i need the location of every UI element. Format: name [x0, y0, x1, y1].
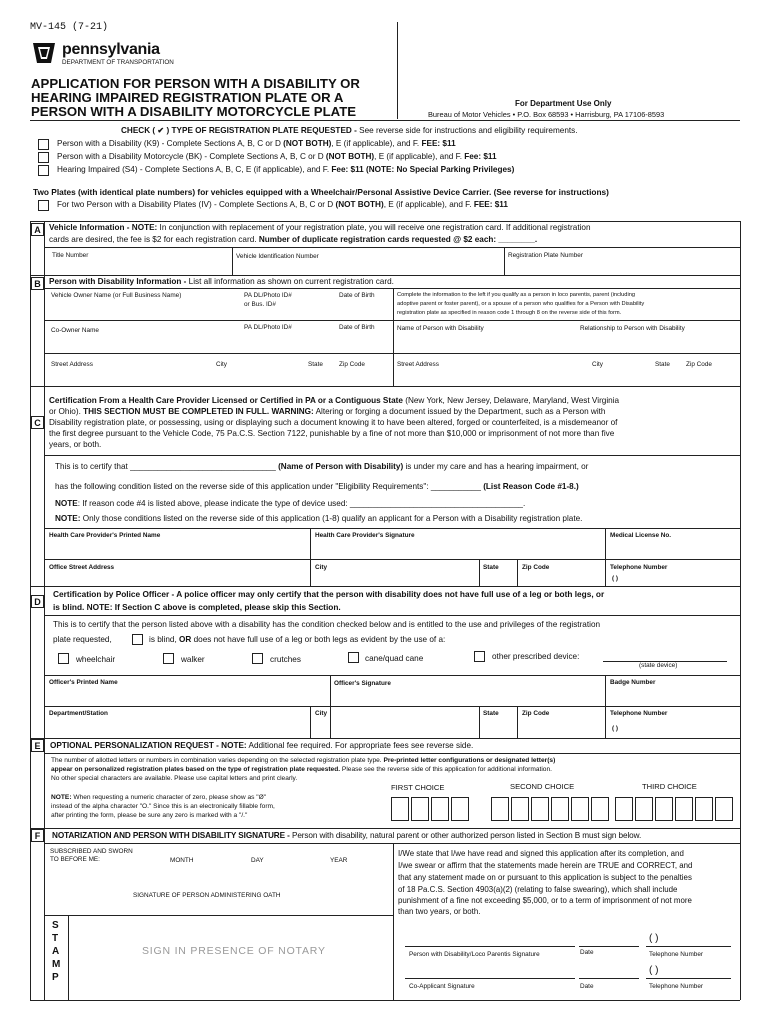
zip2-label: Zip Code	[686, 361, 712, 368]
hcp-name-label: Health Care Provider's Printed Name	[49, 532, 161, 539]
city2-label: City	[592, 361, 604, 368]
badge-input[interactable]	[609, 690, 737, 704]
title-number-label: Title Number	[52, 252, 89, 259]
form-number: MV-145 (7-21)	[30, 22, 109, 33]
checkbox-other-device[interactable]	[474, 651, 485, 662]
section-e-heading: OPTIONAL PERSONALIZATION REQUEST - NOTE: Additional fee required. For appropriate fees see reverse side.	[50, 741, 474, 750]
section-f-letter: F	[31, 829, 44, 842]
owner-name-label: Vehicle Owner Name (or Full Business Name)	[51, 292, 182, 299]
first-choice-char-box[interactable]	[391, 797, 409, 821]
office-street-label: Office Street Address	[49, 564, 115, 571]
logo-text: pennsylvania	[62, 41, 160, 58]
section-c-line3: Disability registration plate, or possessing, using or displaying such a document knowing it to have been altered, forged or counterfeited, is a misdemeanor of	[49, 418, 618, 427]
title-line-3: PERSON WITH A DISABILITY MOTORCYCLE PLATE	[31, 104, 357, 119]
phone1-label: Telephone Number	[649, 951, 703, 958]
checkbox-bk[interactable]	[38, 152, 49, 163]
section-c-line4: the first degree pursuant to the Vehicle Code, 75 Pa.C.S. Section 7122, punishable by a fine of not more than $10,000 or imprisonment of not more than five	[49, 429, 615, 438]
pwd-signature-label: Person with Disability/Loco Parentis Signature	[409, 951, 540, 958]
state-label: State	[308, 361, 323, 368]
sig-admin-label: SIGNATURE OF PERSON ADMINISTERING OATH	[133, 892, 281, 899]
stamp-letter: M	[52, 959, 61, 970]
owner-address-input[interactable]	[48, 370, 388, 384]
date1-label: Date	[580, 949, 594, 956]
vin-label: Vehicle Identification Number	[236, 253, 319, 260]
other-device-input[interactable]	[603, 650, 727, 661]
stamp-letter: P	[52, 972, 59, 983]
section-c-line1: Certification From a Health Care Provider Licensed or Certified in PA or a Contiguous State (New York, New Jersey, Delaware, Maryland, West Virginia	[49, 396, 620, 405]
second-choice-char-box[interactable]	[531, 797, 549, 821]
section-a-line1: Vehicle Information - NOTE: In conjunction with replacement of your registration plate, you will receive one registration card. If additional registration	[49, 223, 591, 232]
street2-label: Street Address	[397, 361, 439, 368]
second-choice-char-box[interactable]	[551, 797, 569, 821]
officer-phone-paren[interactable]: ( )	[612, 725, 619, 732]
section-c-note2: NOTE: Only those conditions listed on the reverse side of this application (1-8) qualify an applicant for a Person with a Disability registration plate.	[55, 514, 583, 523]
keystone-logo-icon	[31, 41, 57, 65]
hcp-signature-input[interactable]	[314, 543, 601, 557]
checkbox-crutches[interactable]	[252, 653, 263, 664]
bus-id-label: or Bus. ID#	[244, 301, 276, 308]
first-choice-char-box[interactable]	[411, 797, 429, 821]
department-station-label: Department/Station	[49, 710, 108, 717]
section-a-letter: A	[31, 223, 44, 236]
office-phone-label: Telephone Number	[610, 564, 668, 571]
dl-label: PA DL/Photo ID#	[244, 292, 292, 299]
department-use-label: For Department Use Only	[515, 99, 612, 108]
dob-label: Date of Birth	[339, 292, 375, 299]
coowner-name-input[interactable]	[48, 337, 238, 351]
coapplicant-signature-label: Co-Applicant Signature	[409, 983, 475, 990]
section-e-note1: NOTE: When requesting a numeric character of zero, please show as "Ø"	[51, 794, 267, 801]
section-e-note3: after printing the form, please be sure any zero is marked with a "/."	[51, 812, 248, 819]
license-label: Medical License No.	[610, 532, 672, 539]
section-f-heading: NOTARIZATION AND PERSON WITH DISABILITY SIGNATURE - Person with disability, natural parent or other authorized person listed in Section B must sign below.	[52, 831, 642, 840]
badge-label: Badge Number	[610, 679, 656, 686]
section-d-line1: Certification by Police Officer - A police officer may only certify that the person with disability does not have full use of a leg or both legs, or	[53, 589, 605, 599]
hcp-name-input[interactable]	[48, 543, 306, 557]
other-device-label: other prescribed device:	[492, 652, 580, 661]
section-c-letter: C	[31, 416, 44, 429]
month-label: MONTH	[170, 857, 194, 864]
section-b-heading: Person with Disability Information - List all information as shown on current registration card.	[49, 277, 394, 286]
section-e-p3: No other special characters are available. Please use capital letters and print clearly.	[51, 775, 298, 782]
year-label: YEAR	[330, 857, 348, 864]
third-choice-char-box[interactable]	[715, 797, 733, 821]
cane-label: cane/quad cane	[365, 654, 424, 663]
second-choice-char-box[interactable]	[491, 797, 509, 821]
office-zip-label: Zip Code	[522, 564, 550, 571]
section-c-line5: years, or both.	[49, 440, 102, 449]
officer-name-label: Officer's Printed Name	[49, 679, 118, 686]
officer-state-label: State	[483, 710, 499, 717]
section-e-p2: appear on personalized registration plates based on the type of registration plate requested. Please see the reverse side of this application for additional information.	[51, 766, 552, 773]
bureau-address: Bureau of Motor Vehicles • P.O. Box 68593 • Harrisburg, PA 17106-8593	[428, 110, 665, 119]
first-choice-label: FIRST CHOICE	[391, 783, 445, 792]
coowner-label: Co-Owner Name	[51, 327, 99, 334]
street-label: Street Address	[51, 361, 93, 368]
office-phone-paren[interactable]: ( )	[612, 575, 619, 582]
title-line-2: HEARING IMPAIRED REGISTRATION PLATE OR A	[31, 90, 344, 105]
date2-label: Date	[580, 983, 594, 990]
stamp-letter: T	[52, 933, 59, 944]
officer-city-label: City	[315, 710, 328, 717]
title-number-input[interactable]	[48, 262, 228, 273]
first-choice-char-box[interactable]	[431, 797, 449, 821]
officer-name-input[interactable]	[48, 690, 326, 704]
wheelchair-label: wheelchair	[76, 655, 116, 664]
checkbox-cane[interactable]	[348, 652, 359, 663]
subscribed-label: SUBSCRIBED AND SWORN	[50, 848, 133, 855]
option-bk: Person with a Disability Motorcycle (BK) - Complete Sections A, B, C or D (NOT BOTH), E (if applicable), and F. Fee: $11	[57, 152, 497, 161]
section-d-letter: D	[31, 595, 44, 608]
date2-input[interactable]	[579, 962, 639, 977]
coowner-dl-label: PA DL/Photo ID#	[244, 324, 292, 331]
third-choice-char-box[interactable]	[695, 797, 713, 821]
section-d-line2: is blind. NOTE: If Section C above is completed, please skip this Section.	[53, 602, 341, 612]
section-d-cert1: This is to certify that the person listed above with a disability has the condition checked below and is entitled to the use and privileges of the registration	[53, 620, 601, 629]
section-d-cert2: plate requested,	[53, 635, 112, 644]
office-city-label: City	[315, 564, 328, 571]
section-e-note2: instead of the alpha character "O." Since this is an electronically fillable form,	[51, 803, 275, 810]
second-choice-char-box[interactable]	[511, 797, 529, 821]
license-input[interactable]	[609, 543, 737, 557]
section-c-cert1: This is to certify that ________________________________ (Name of Person with Disability) is under my care and has a hearing impairment, or	[55, 462, 589, 471]
date1-input[interactable]	[579, 930, 639, 945]
hcp-signature-label: Health Care Provider's Signature	[315, 532, 415, 539]
before-me-label: TO BEFORE ME:	[50, 856, 100, 863]
second-choice-char-box[interactable]	[591, 797, 609, 821]
checkbox-iv[interactable]	[38, 200, 49, 211]
pwd-name-label: Name of Person with Disability	[397, 325, 484, 332]
coapplicant-signature-input[interactable]	[405, 962, 575, 977]
first-choice-char-box[interactable]	[451, 797, 469, 821]
third-choice-char-box[interactable]	[675, 797, 693, 821]
plate-number-label: Registration Plate Number	[508, 252, 583, 259]
third-choice-label: THIRD CHOICE	[642, 782, 697, 791]
blind-option: is blind, OR does not have full use of a leg or both legs as evident by the use of a:	[149, 635, 446, 644]
declaration-line2: I/we swear or affirm that the statements made herein are TRUE and CORRECT, and	[398, 861, 693, 870]
third-choice-char-box[interactable]	[655, 797, 673, 821]
section-e-letter: E	[31, 739, 44, 752]
phone2-label: Telephone Number	[649, 983, 703, 990]
officer-phone-label: Telephone Number	[610, 710, 668, 717]
stamp-letter: A	[52, 946, 60, 957]
checkbox-walker[interactable]	[163, 653, 174, 664]
oath-signature-input[interactable]	[48, 866, 388, 888]
check-heading: CHECK ( ✔ ) TYPE OF REGISTRATION PLATE REQUESTED - See reverse side for instructions and eligibility requirements.	[121, 126, 578, 135]
section-a-line2: cards are desired, the fee is $2 for each registration card. Number of duplicate registration cards requested @ $2 each: ________.	[49, 235, 538, 244]
vin-input[interactable]	[236, 263, 500, 274]
option-s4: Hearing Impaired (S4) - Complete Sections A, B, C, E (if applicable), and F. Fee: $11 (NOTE: No Special Parking Privileges)	[57, 165, 515, 174]
officer-signature-label: Officer's Signature	[334, 680, 391, 687]
declaration-line1: I/We state that I/we have read and signed this application after its completion, and	[398, 849, 684, 858]
officer-signature-input[interactable]	[334, 690, 601, 704]
section-c-cert2: has the following condition listed on the reverse side of this application under "Eligibility Requirements": ___________ (List Reason Code #1-8.)	[55, 482, 579, 491]
stamp-letter: S	[52, 920, 59, 931]
loco-parentis-note-3: registration plate as specified in reason code 1 through 8 on the reverse side of this form.	[397, 310, 622, 316]
checkbox-wheelchair[interactable]	[58, 653, 69, 664]
relationship-label: Relationship to Person with Disability	[580, 325, 685, 332]
state2-label: State	[655, 361, 670, 368]
two-plates-heading: Two Plates (with identical plate numbers) for vehicles equipped with a Wheelchair/Personal Assistive Device Carrier. (See reverse for instructions)	[33, 187, 609, 197]
checkbox-s4[interactable]	[38, 165, 49, 176]
section-b-letter: B	[31, 277, 44, 290]
third-choice-char-box[interactable]	[635, 797, 653, 821]
loco-parentis-note-1: Complete the information to the left if you qualify as a person in loco parentis, parent (including	[397, 292, 636, 298]
third-choice-char-box[interactable]	[615, 797, 633, 821]
loco-parentis-note-2: adoptive parent or foster parent), or a spouse of a person who qualifies for a Person with Disability	[397, 301, 645, 307]
state-device-label: (state device)	[639, 662, 678, 669]
phone1-paren[interactable]: ( )	[649, 933, 659, 944]
checkbox-k9[interactable]	[38, 139, 49, 150]
day-label: DAY	[251, 857, 264, 864]
second-choice-char-box[interactable]	[571, 797, 589, 821]
option-iv: For two Person with a Disability Plates (IV) - Complete Sections A, B, C or D (NOT BOTH), E (if applicable), and F. FEE: $11	[57, 200, 508, 209]
pwd-name-input[interactable]	[397, 337, 737, 351]
walker-label: walker	[181, 655, 205, 664]
section-c-note1: NOTE: If reason code #4 is listed above, please indicate the type of device used: ______________________________________.	[55, 499, 526, 508]
second-choice-label: SECOND CHOICE	[510, 782, 575, 791]
section-c-line2: or Ohio). THIS SECTION MUST BE COMPLETED IN FULL. WARNING: Altering or forging a document issued by the Department, such as a Person with	[49, 407, 606, 416]
zip-label: Zip Code	[339, 361, 365, 368]
phone2-paren[interactable]: ( )	[649, 965, 659, 976]
declaration-line3: that any statement made on or pursuant to this application is subject to the penalties	[398, 873, 692, 882]
notary-stamp-area: SIGN IN PRESENCE OF NOTARY	[142, 945, 326, 957]
owner-name-input[interactable]	[48, 304, 238, 318]
declaration-line4: of 18 Pa.C.S. Section 4903(a)(2) (relating to false swearing), which shall include	[398, 885, 678, 894]
city-label: City	[216, 361, 228, 368]
officer-zip-label: Zip Code	[522, 710, 550, 717]
coowner-dob-label: Date of Birth	[339, 324, 375, 331]
office-state-label: State	[483, 564, 499, 571]
checkbox-blind[interactable]	[132, 634, 143, 645]
department-station-input[interactable]	[48, 720, 306, 735]
section-e-p1: The number of allotted letters or numbers in combination varies depending on the selected registration plate type. Pre-printed letter configurations or designated letter(s)	[51, 757, 556, 764]
pwd-address-input[interactable]	[397, 370, 737, 384]
option-k9: Person with a Disability (K9) - Complete Sections A, B, C or D (NOT BOTH), E (if applicable), and F. FEE: $11	[57, 139, 456, 148]
department-name: DEPARTMENT OF TRANSPORTATION	[62, 59, 174, 66]
declaration-line6: than two years, or both.	[398, 907, 481, 916]
title-line-1: APPLICATION FOR PERSON WITH A DISABILITY OR	[31, 76, 360, 91]
declaration-line5: punishment of a fine not exceeding $5,000, or to a term of imprisonment of not more	[398, 896, 692, 905]
plate-number-input[interactable]	[508, 262, 736, 273]
crutches-label: crutches	[270, 655, 301, 664]
pwd-signature-input[interactable]	[405, 930, 575, 945]
